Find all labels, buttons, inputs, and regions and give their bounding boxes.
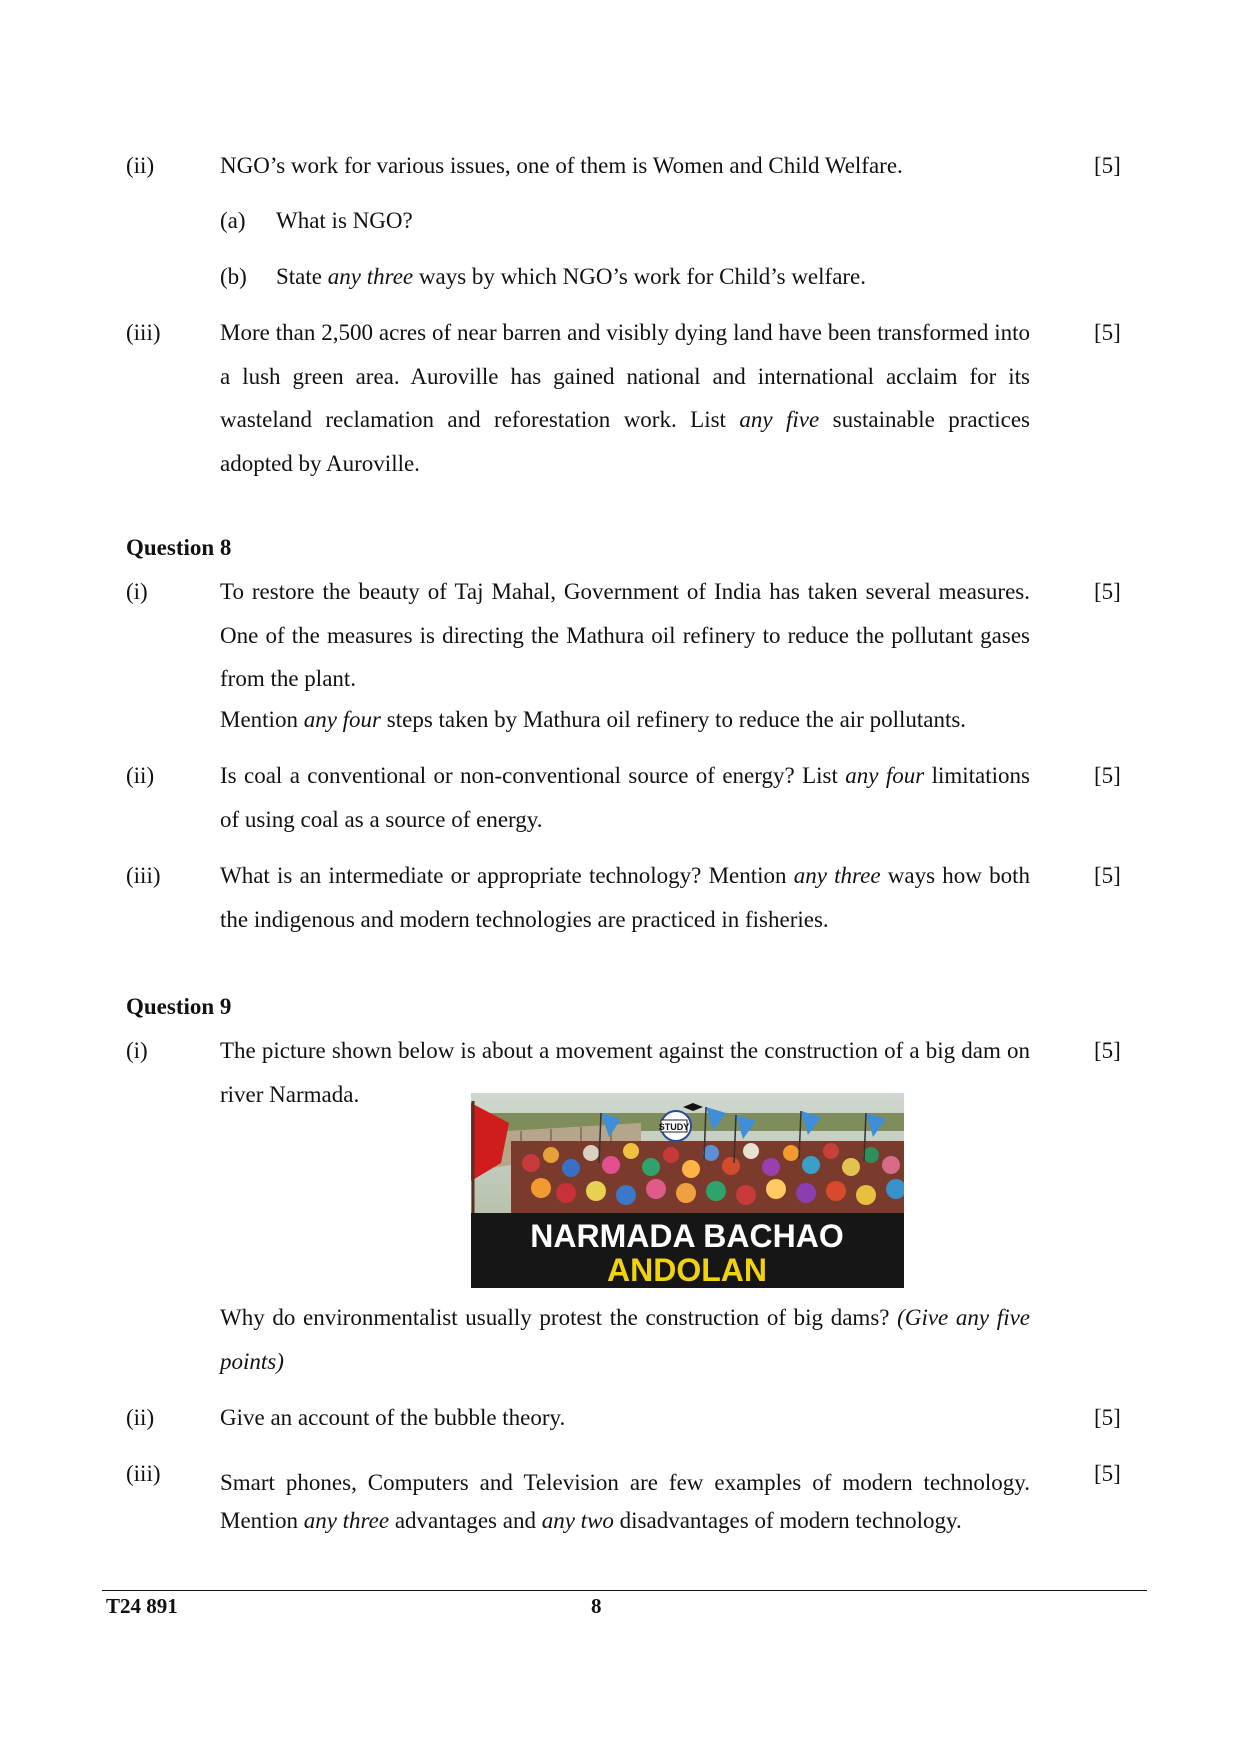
page-number: 8 <box>591 1594 602 1618</box>
q8-iii-text: What is an intermediate or appropriate technology? Mention any three ways how both the indigenous and modern technologies are practiced in fisheries. <box>220 863 1030 932</box>
q9-iii-text: Smart phones, Computers and Television are few examples of modern technology. Mention any three advantages and any two disadvantages of modern technology. <box>220 1470 1030 1533</box>
image-title-line-2: ANDOLAN <box>607 1252 767 1288</box>
question-9-heading: Question 9 <box>126 994 232 1019</box>
q7-ii-a-text: What is NGO? <box>276 208 413 233</box>
q7-ii-marks: [5] <box>1094 153 1121 178</box>
q9-i-text: The picture shown below is about a movement against the construction of a big dam on river Narmada. <box>220 1038 1030 1107</box>
paper-code: T24 891 <box>106 1594 178 1618</box>
q7-ii-a-label: (a) <box>220 208 246 233</box>
q8-iii-number: (iii) <box>126 863 161 888</box>
q7-iii-text: More than 2,500 acres of near barren and visibly dying land have been transformed into a lush green area. Auroville has gained national and international acclaim for its wasteland reclamation and reforestation work. List any five sustainable practices adopted by Auroville. <box>220 320 1030 476</box>
q9-ii-number: (ii) <box>126 1405 155 1430</box>
q9-iii-marks: [5] <box>1094 1461 1121 1486</box>
q7-ii-text: NGO’s work for various issues, one of them is Women and Child Welfare. <box>220 153 903 178</box>
q7-iii-number: (iii) <box>126 320 161 345</box>
q8-ii-marks: [5] <box>1094 763 1121 788</box>
q7-iii-marks: [5] <box>1094 320 1121 345</box>
q7-ii-b-label: (b) <box>220 264 247 289</box>
q8-i-text: To restore the beauty of Taj Mahal, Government of India has taken several measures. One of the measures is directing the Mathura oil refinery to reduce the pollutant gases from the plant. <box>220 579 1030 691</box>
q7-ii-b-text: State any three ways by which NGO’s work for Child’s welfare. <box>276 264 867 289</box>
q9-i-followup: Why do environmentalist usually protest the construction of big dams? (Give any five points) <box>220 1305 1031 1374</box>
q9-ii-marks: [5] <box>1094 1405 1121 1430</box>
q7-ii-number: (ii) <box>126 153 155 178</box>
q9-iii-number: (iii) <box>126 1461 161 1486</box>
q8-iii-marks: [5] <box>1094 863 1121 888</box>
image-title-line-1: NARMADA BACHAO <box>530 1218 844 1254</box>
q9-i-number: (i) <box>126 1038 148 1063</box>
svg-text:STUDY: STUDY <box>658 1122 690 1132</box>
q8-ii-text: Is coal a conventional or non-conventional source of energy? List any four limitations of using coal as a source of energy. <box>220 763 1030 832</box>
footer-divider <box>102 1590 1147 1591</box>
question-8-heading: Question 8 <box>126 535 232 560</box>
q8-i-marks: [5] <box>1094 579 1121 604</box>
narmada-bachao-andolan-image <box>471 1093 904 1288</box>
q8-i-number: (i) <box>126 579 148 604</box>
q9-ii-text: Give an account of the bubble theory. <box>220 1405 566 1430</box>
q9-i-marks: [5] <box>1094 1038 1121 1063</box>
q8-i-instruction: Mention any four steps taken by Mathura oil refinery to reduce the air pollutants. <box>220 707 967 732</box>
q8-ii-number: (ii) <box>126 763 155 788</box>
